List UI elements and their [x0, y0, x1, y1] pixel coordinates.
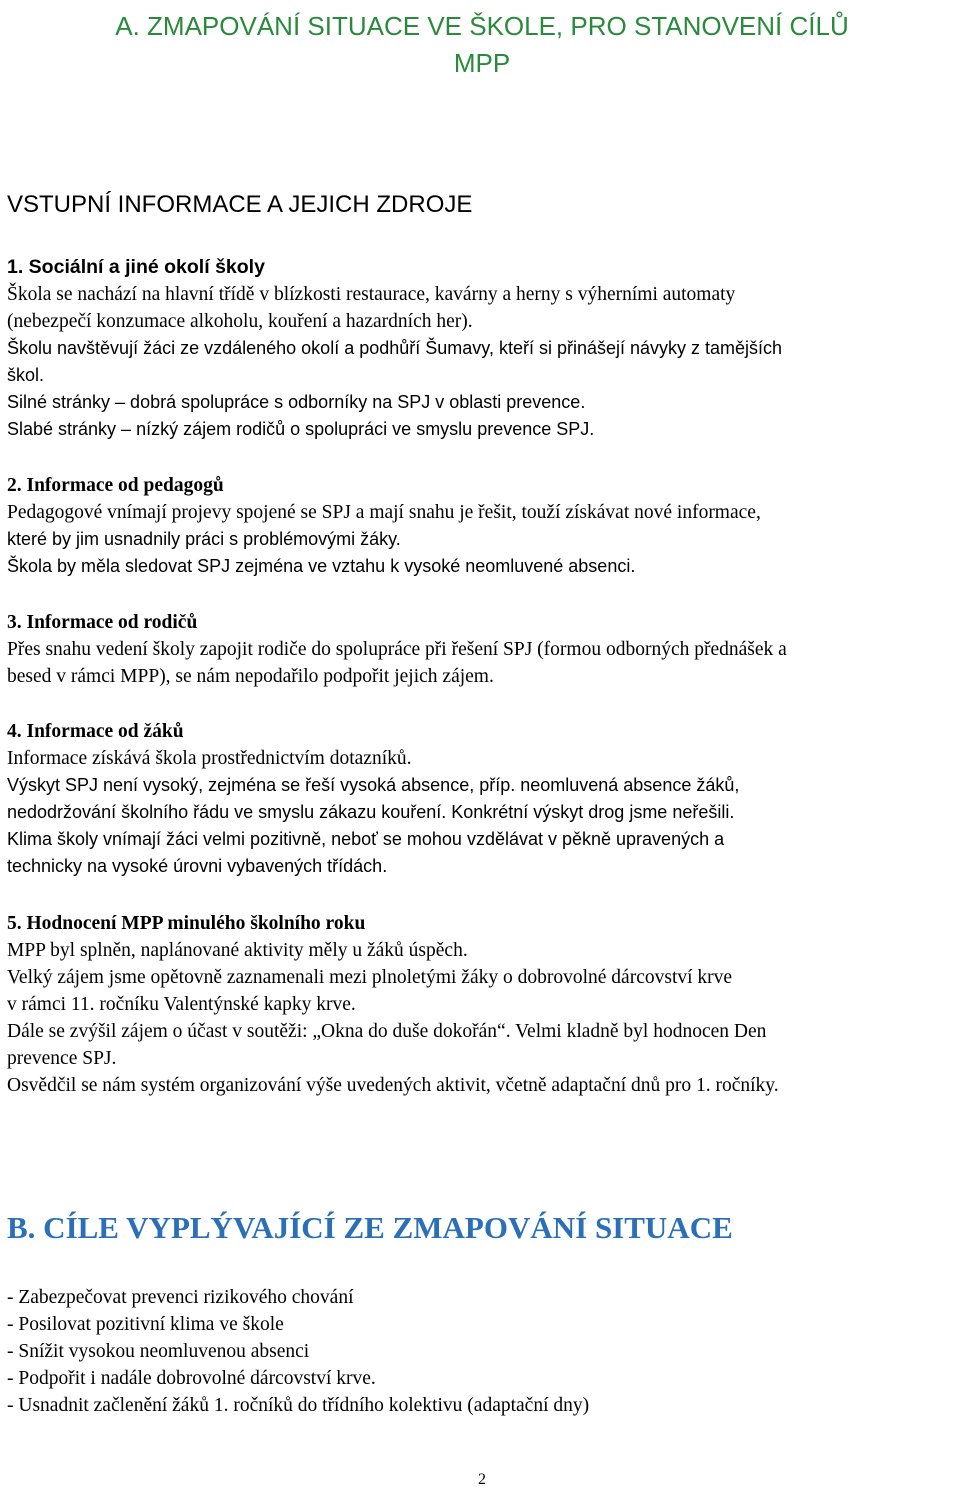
text-line: prevence SPJ. [7, 1048, 117, 1069]
section-heading: 3. Informace od rodičů [7, 612, 198, 633]
input-info-heading: VSTUPNÍ INFORMACE A JEJICH ZDROJE [7, 191, 473, 218]
text-line: MPP byl splněn, naplánované aktivity měly u žáků úspěch. [7, 940, 468, 961]
list-item: - Zabezpečovat prevenci rizikového chování [7, 1287, 354, 1308]
list-item: - Usnadnit začlenění žáků 1. ročníků do třídního kolektivu (adaptační dny) [7, 1395, 590, 1416]
text-line: Škola by měla sledovat SPJ zejména ve vztahu k vysoké neomluvené absenci. [7, 556, 636, 576]
text-line: (nebezpečí konzumace alkoholu, kouření a hazardních her). [7, 311, 473, 332]
text-line: Výskyt SPJ není vysoký, zejména se řeší vysoká absence, příp. neomluvená absence žáků, [7, 775, 740, 795]
text-line: škol. [7, 365, 45, 385]
section-a-title [7, 8, 957, 82]
section-heading: 5. Hodnocení MPP minulého školního roku [7, 913, 366, 934]
section-previous-year-evaluation [7, 910, 959, 1099]
section-a-title-line2: MPP [453, 48, 511, 78]
section-parents-info [7, 609, 959, 690]
text-line: Pedagogové vnímají projevy spojené se SPJ a mají snahu je řešit, touží získávat nové informace, [7, 502, 761, 523]
section-teachers-info [7, 472, 959, 580]
text-line: Dále se zvýšil zájem o účast v soutěži: „Okna do duše dokořán“. Velmi kladně byl hodnocen Den [7, 1021, 767, 1042]
text-line: v rámci 11. ročníku Valentýnské kapky krve. [7, 994, 356, 1015]
section-heading: 2. Informace od pedagogů [7, 475, 224, 496]
text-line: nedodržování školního řádu ve smyslu zákazu kouření. Konkrétní výskyt drog jsme neřešili. [7, 802, 735, 822]
list-item: - Snížit vysokou neomluvenou absenci [7, 1341, 310, 1362]
text-line: besed v rámci MPP), se nám nepodařilo podpořit jejich zájem. [7, 666, 494, 687]
section-a-title-line1: A. ZMAPOVÁNÍ SITUACE VE ŠKOLE, PRO STANOVENÍ CÍLŮ [115, 11, 849, 41]
text-line: Školu navštěvují žáci ze vzdáleného okolí a podhůří Šumavy, kteří si přinášejí návyky z tamějších [7, 338, 783, 358]
text-line: Přes snahu vedení školy zapojit rodiče do spolupráce při řešení SPJ (formou odborných přednášek a [7, 639, 787, 660]
section-heading: 4. Informace od žáků [7, 721, 184, 742]
text-line: Klima školy vnímají žáci velmi pozitivně, neboť se mohou vzdělávat v pěkně upravených a [7, 829, 725, 849]
section-b-title: B. CÍLE VYPLÝVAJÍCÍ ZE ZMAPOVÁNÍ SITUACE [7, 1210, 733, 1245]
section-social-environment [7, 254, 959, 443]
list-item: - Posilovat pozitivní klima ve škole [7, 1314, 284, 1335]
text-line: Slabé stránky – nízký zájem rodičů o spolupráci ve smyslu prevence SPJ. [7, 419, 595, 439]
text-line: Velký zájem jsme opětovně zaznamenali mezi plnoletými žáky o dobrovolné dárcovství krve [7, 967, 733, 988]
text-line: Osvědčil se nám systém organizování výše uvedených aktivit, včetně adaptační dnů pro 1. ročníky. [7, 1075, 779, 1096]
text-line: které by jim usnadnily práci s problémovými žáky. [7, 529, 401, 549]
text-line: Informace získává škola prostřednictvím dotazníků. [7, 748, 412, 769]
goals-list [7, 1284, 589, 1419]
section-students-info [7, 718, 959, 880]
list-item: - Podpořit i nadále dobrovolné dárcovství krve. [7, 1368, 376, 1389]
text-line: Škola se nachází na hlavní třídě v blízkosti restaurace, kavárny a herny s výherními automaty [7, 284, 736, 305]
section-heading: 1. Sociální a jiné okolí školy [7, 256, 265, 278]
page-number: 2 [478, 1471, 486, 1488]
text-line: Silné stránky – dobrá spolupráce s odborníky na SPJ v oblasti prevence. [7, 392, 586, 412]
text-line: technicky na vysoké úrovni vybavených třídách. [7, 856, 388, 876]
